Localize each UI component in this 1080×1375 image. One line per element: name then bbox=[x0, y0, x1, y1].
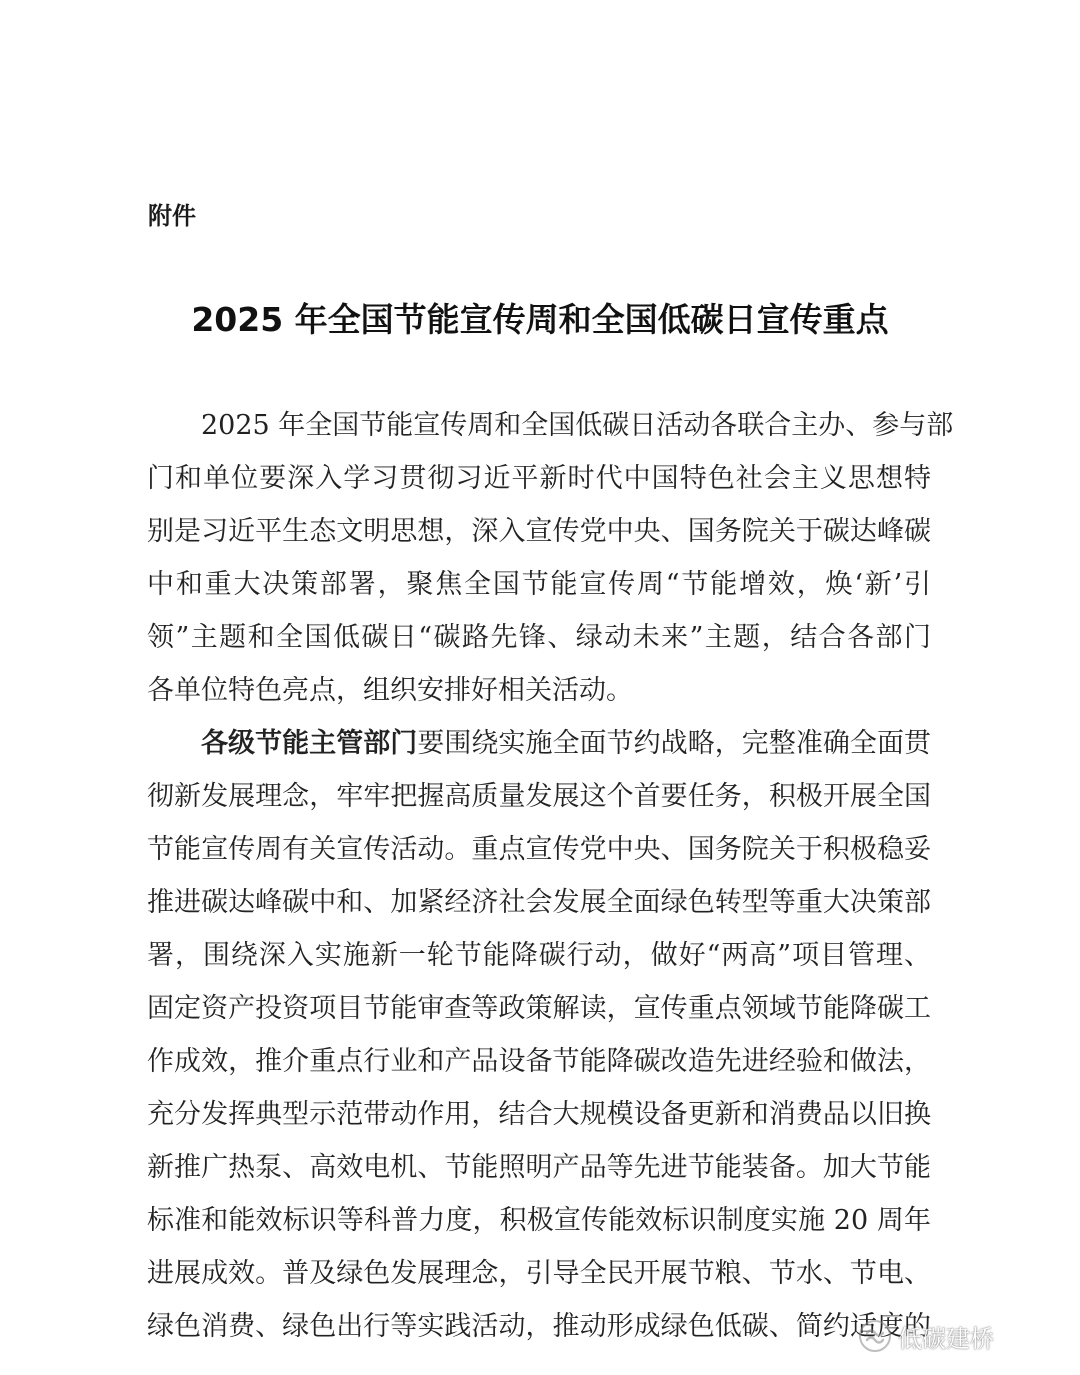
paragraph-2-line: 绿色消费、绿色出行等实践活动，推动形成绿色低碳、简约适度的 bbox=[147, 1311, 931, 1342]
paragraph-2-line: 进展成效。普及绿色发展理念，引导全民开展节粮、节水、节电、 bbox=[147, 1258, 931, 1289]
paragraph-2-line: 新推广热泵、高效电机、节能照明产品等先进节能装备。加大节能 bbox=[147, 1152, 931, 1183]
paragraph-1-line: 各单位特色亮点，组织安排好相关活动。 bbox=[147, 675, 633, 706]
paragraph-1-line: 门和单位要深入学习贯彻习近平新时代中国特色社会主义思想特 bbox=[147, 463, 931, 494]
paragraph-2-line: 彻新发展理念，牢牢把握高质量发展这个首要任务，积极开展全国 bbox=[147, 781, 931, 812]
paragraph-2-line: 充分发挥典型示范带动作用，结合大规模设备更新和消费品以旧换 bbox=[147, 1099, 931, 1130]
paragraph-2-lead-bold: 各级节能主管部门 bbox=[201, 728, 418, 759]
paragraph-2-line: 署，围绕深入实施新一轮节能降碳行动，做好“两高”项目管理、 bbox=[147, 940, 931, 971]
paragraph-2-lead-rest: 要围绕实施全面节约战略，完整准确全面贯 bbox=[417, 728, 932, 759]
paragraph-1-line: 中和重大决策部署，聚焦全国节能宣传周“节能增效，焕‘新’引 bbox=[147, 569, 931, 600]
paragraph-2-line: 标准和能效标识等科普力度，积极宣传能效标识制度实施 20 周年 bbox=[147, 1205, 931, 1236]
paragraph-2-line: 节能宣传周有关宣传活动。重点宣传党中央、国务院关于积极稳妥 bbox=[147, 834, 931, 865]
paragraph-1-line: 别是习近平生态文明思想，深入宣传党中央、国务院关于碳达峰碳 bbox=[147, 516, 931, 547]
wechat-channel-icon bbox=[858, 1319, 892, 1353]
paragraph-2-first-line bbox=[201, 724, 931, 764]
paragraph-2-line: 固定资产投资项目节能审查等政策解读，宣传重点领域节能降碳工 bbox=[147, 993, 931, 1024]
paragraph-1-line: 领”主题和全国低碳日“碳路先锋、绿动未来”主题，结合各部门 bbox=[147, 622, 931, 653]
watermark-text: 低碳建桥 bbox=[898, 1324, 994, 1353]
paragraph-1-line: 2025 年全国节能宣传周和全国低碳日活动各联合主办、参与部 bbox=[201, 410, 954, 441]
attachment-label: 附件 bbox=[148, 202, 196, 230]
document-title: 2025 年全国节能宣传周和全国低碳日宣传重点 bbox=[191, 300, 889, 339]
channel-watermark bbox=[858, 1314, 1068, 1358]
paragraph-2-line: 作成效，推介重点行业和产品设备节能降碳改造先进经验和做法， bbox=[147, 1046, 931, 1077]
paragraph-2-line: 推进碳达峰碳中和、加紧经济社会发展全面绿色转型等重大决策部 bbox=[147, 887, 931, 918]
